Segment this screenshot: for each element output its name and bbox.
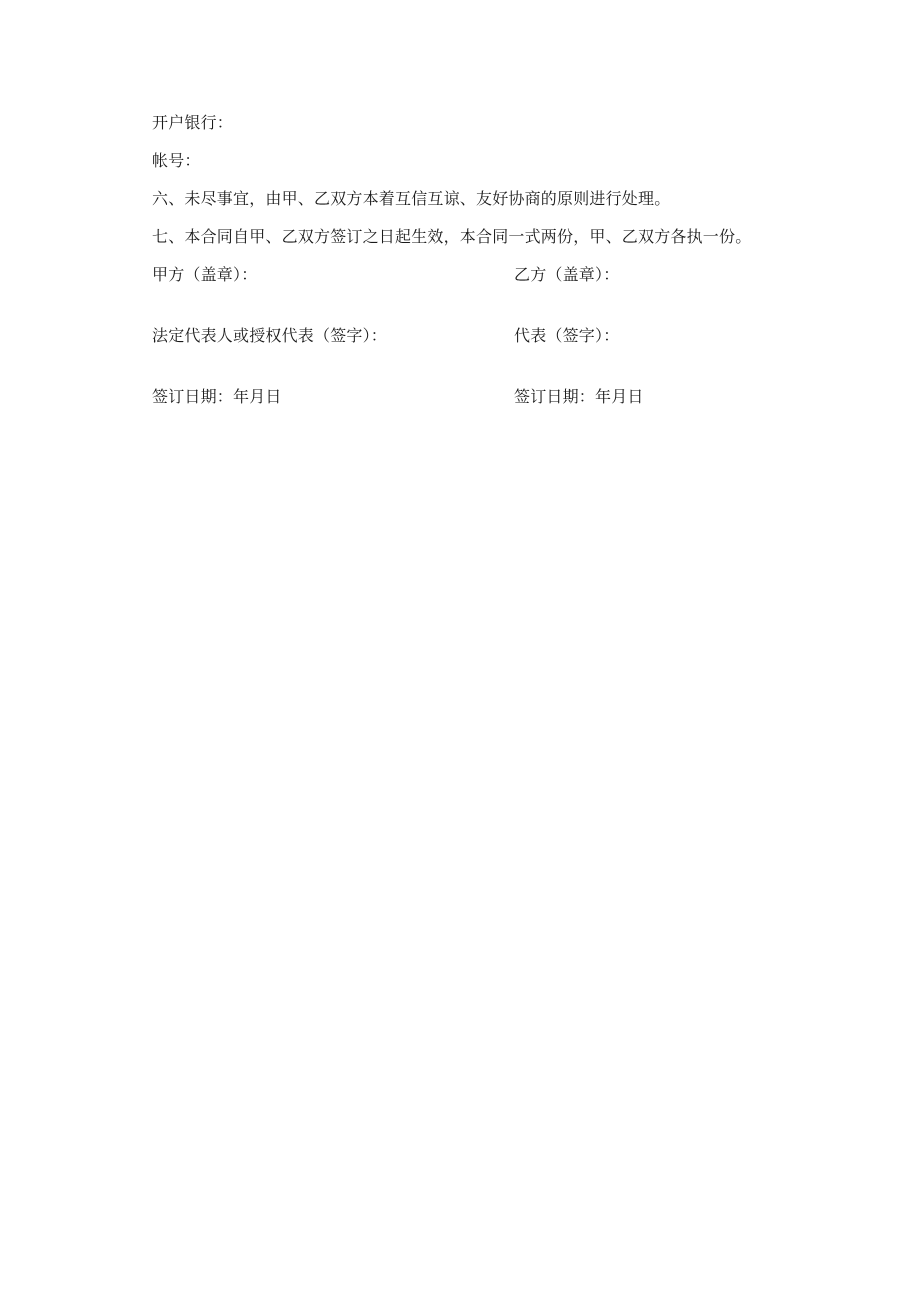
clause-six: 六、未尽事宜，由甲、乙双方本着互信互谅、友好协商的原则进行处理。 (152, 189, 671, 208)
party-a-representative: 法定代表人或授权代表（签字）： (152, 326, 388, 345)
party-a-seal: 甲方（盖章）： (152, 265, 258, 284)
clause-seven: 七、本合同自甲、乙双方签订之日起生效，本合同一式两份，甲、乙双方各执一份。 (152, 227, 752, 246)
party-b-seal: 乙方（盖章）： (514, 265, 620, 284)
party-b-representative: 代表（签字）： (514, 326, 620, 345)
party-b-sign-date: 签订日期：年月日 (514, 387, 644, 406)
account-label: 帐号： (152, 151, 201, 170)
bank-label: 开户银行： (152, 113, 234, 132)
party-a-sign-date: 签订日期：年月日 (152, 387, 282, 406)
